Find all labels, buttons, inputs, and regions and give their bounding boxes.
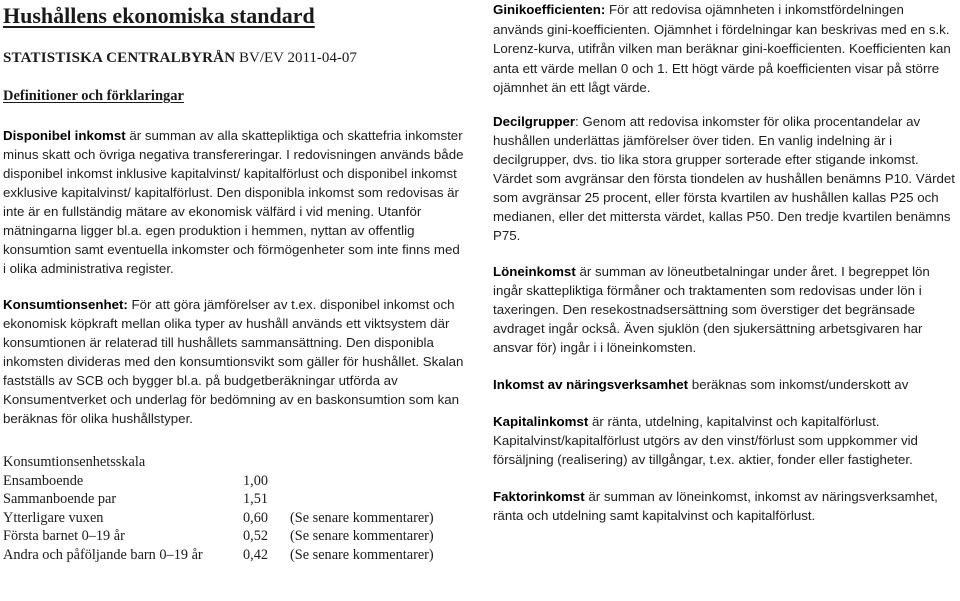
- text-disponibel-inkomst: är summan av alla skattepliktiga och skattefria inkomster minus skatt och övriga negativa transfereringar. I redovisningen används både disponibel inkomst inklusive kapitalvinst/ kapitalförlust och disponibel inkomst exklusive kapitalvinst/ kapitalförlust. Den disponibla inkomst som redovisas är inte är en fullständig mätare av ekonomisk välfärd i vid mening. Utanför mätningarna ligger bl.a. egen produktion i hemmen, nyttan av offentlig konsumtion samt eventuella inkomster och förmögenheter som inte finns med i olika administrativa register.: [3, 128, 464, 276]
- scale-row: [3, 472, 434, 491]
- scale-row-note: (Se senare kommentarer): [290, 546, 434, 563]
- scale-row-value: 0,52: [243, 528, 269, 544]
- text-naringsverksamhet: beräknas som inkomst/underskott av: [688, 376, 909, 392]
- scale-row-note: [283, 472, 434, 491]
- text-konsumtionsenhet: För att göra jämförelser av t.ex. disponibel inkomst och ekonomisk köpkraft mellan olika typer av hushåll används ett viktsystem där konsumtionen är relaterad till hushållets sammansättning. Den disponibla inkomsten divideras med den konsumtionsvikt som gäller för hushållet. Skalan fastställs av SCB och bygger bl.a. på budgetberäkningar utförda av Konsumentverket och underlag för bedömning av en baskonsumtion som kan beräknas för olika hushållstyper.: [3, 297, 464, 426]
- scale-row-value: 1,51: [243, 491, 269, 507]
- publisher-org: STATISTISKA CENTRALBYRÅN: [3, 50, 236, 66]
- term-ginikoefficienten: Ginikoefficienten:: [493, 2, 606, 17]
- scale-row-name: Första barnet 0–19 år: [3, 528, 125, 544]
- text-kapitalinkomst: är ränta, utdelning, kapitalvinst och kapitalförlust. Kapitalvinst/kapitalförlust utgörs av den vinst/förlust som uppkommer vid försäljning (realisering) av tillgångar, t.ex. aktier, fonder eller fastigheter.: [493, 413, 918, 467]
- text-faktorinkomst: är summan av löneinkomst, inkomst av näringsverksamhet, ränta och utdelning samt kapitalvinst och kapitalförlust.: [493, 488, 938, 523]
- term-loneinkomst: Löneinkomst: [493, 263, 576, 279]
- definition-naringsverksamhet: [493, 375, 957, 394]
- term-faktorinkomst: Faktorinkomst: [493, 488, 585, 504]
- scale-row-name: Sammanboende par: [3, 491, 117, 507]
- scale-row: [3, 527, 434, 546]
- scale-row-name: Ytterligare vuxen: [3, 509, 104, 526]
- definition-faktorinkomst: [493, 487, 957, 525]
- definition-disponibel-inkomst: [3, 126, 465, 278]
- definition-decilgrupper: [493, 112, 957, 245]
- scale-row: [3, 509, 434, 528]
- term-konsumtionsenhet: Konsumtionsenhet:: [3, 297, 128, 312]
- scale-heading: Konsumtionsenhetsskala: [3, 454, 146, 470]
- text-ginikoefficienten: För att redovisa ojämnheten i inkomstfördelningen används gini-koefficienten. Ojämnhet i fördelningar kan beskrivas med en s.k. Lorenz-kurva, utifrån vilken man beräknar gini-koefficienten. Koefficienten kan anta ett värde mellan 0 och 1. Ett högt värde på koefficienten visar på större ojämnhet än ett lågt värde.: [493, 2, 951, 95]
- definition-loneinkomst: [493, 262, 957, 357]
- term-disponibel-inkomst: Disponibel inkomst: [3, 128, 126, 143]
- definition-konsumtionsenhet: [3, 295, 465, 428]
- consumption-scale: [3, 453, 465, 564]
- definitions-heading: Definitioner och förklaringar: [3, 88, 184, 104]
- scale-row: [3, 546, 434, 565]
- scale-row-note: [283, 490, 434, 509]
- term-decilgrupper: Decilgrupper: [493, 113, 576, 129]
- definition-kapitalinkomst: [493, 412, 957, 469]
- term-naringsverksamhet: Inkomst av näringsverksamhet: [493, 376, 689, 392]
- scale-row-note: (Se senare kommentarer): [290, 509, 434, 526]
- scale-row-name: Ensamboende: [3, 472, 84, 489]
- scale-row-name: Andra och påföljande barn 0–19 år: [3, 546, 203, 563]
- right-column: [493, 0, 957, 525]
- publisher-code: BV/EV 2011-04-07: [238, 50, 357, 66]
- document-title: Hushållens ekonomiska standard: [3, 3, 315, 28]
- left-column: [3, 0, 465, 564]
- scale-row: [3, 490, 434, 509]
- text-loneinkomst: är summan av löneutbetalningar under året. I begreppet lön ingår skattepliktiga förmåner och traktamenten som redovisas under lön i taxeringen. Den resekostnadsersättning som överstiger det begränsade avdraget ingår också. Även sjuklön (den sjukersättning arbetsgivaren har ansvar för) ingår i i löneinkomsten.: [493, 263, 930, 355]
- definition-ginikoefficienten: [493, 0, 957, 98]
- term-kapitalinkomst: Kapitalinkomst: [493, 413, 589, 429]
- publisher-line: [3, 49, 465, 67]
- scale-table: [3, 472, 434, 565]
- scale-row-value: 1,00: [243, 472, 269, 489]
- scale-row-note: (Se senare kommentarer): [290, 528, 434, 544]
- text-decilgrupper: : Genom att redovisa inkomster för olika procentandelar av hushållen underlättas jämförelser över tiden. En vanlig indelning är i decilgrupper, dvs. tio lika stora grupper sorterade efter stigande inkomst. Värdet som avgränsar den första tiondelen av hushållen benämns P10. Värdet som avgränsar 25 procent, eller första kvartilen av hushållen kallas P25 och medianen, eller det mittersta värdet, kallas P50. Den tredje kvartilen benämns P75.: [493, 113, 955, 243]
- scale-row-value: 0,42: [243, 546, 269, 563]
- scale-row-value: 0,60: [243, 509, 269, 526]
